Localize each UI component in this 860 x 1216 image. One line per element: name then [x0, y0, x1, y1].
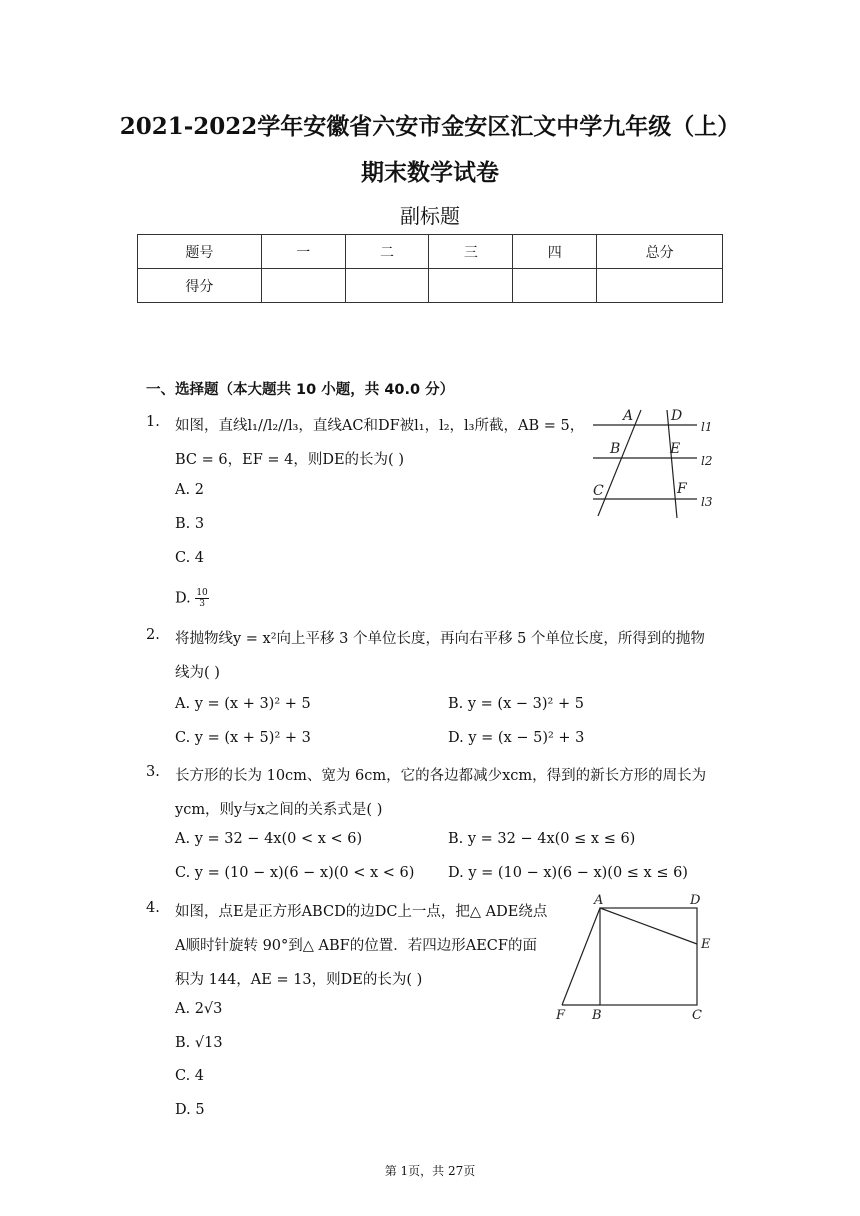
section-heading: 一、选择题（本大题共 10 小题，共 40.0 分） — [146, 382, 455, 398]
fig1-label: B — [610, 441, 621, 457]
q2-option-d: D. y = (x − 5)² + 3 — [448, 730, 585, 746]
page-footer: 第 1页，共 27页 — [384, 1164, 476, 1178]
fig4-label: E — [701, 937, 711, 952]
score-table — [137, 234, 723, 303]
score-cell — [261, 269, 345, 303]
q2-text-line1: 将抛物线y = x²向上平移 3 个单位长度，再向右平移 5 个单位长度，所得到的抛物 — [175, 631, 705, 647]
q3-option-c: C. y = (10 − x)(6 − x)(0 < x < 6) — [175, 865, 415, 881]
fig1-label: C — [593, 483, 604, 499]
score-table-header-row — [138, 235, 723, 269]
q4-option-c: C. 4 — [175, 1068, 205, 1084]
q1-text-line2: BC = 6，EF = 4，则DE的长为( ) — [175, 452, 404, 468]
fig1-line-label: l2 — [701, 454, 713, 468]
q4-square-rotation-figure — [550, 888, 725, 1023]
q1-option-d — [175, 588, 209, 609]
q3-option-d: D. y = (10 − x)(6 − x)(0 ≤ x ≤ 6) — [448, 865, 688, 881]
q3-text-line2: ycm，则y与x之间的关系式是( ) — [175, 802, 383, 818]
q3-text-line1: 长方形的长为 10cm、宽为 6cm，它的各边都减少xcm，得到的新长方形的周长为 — [175, 768, 707, 784]
q4-option-a: A. 2√3 — [175, 1001, 223, 1017]
q2-option-a: A. y = (x + 3)² + 5 — [175, 696, 311, 712]
q1-option-c: C. 4 — [175, 550, 205, 566]
fig1-line-label: l1 — [701, 420, 713, 434]
score-header-cell: 三 — [429, 235, 513, 269]
score-cell — [597, 269, 723, 303]
score-header-cell: 二 — [345, 235, 429, 269]
q1-option-d-fraction — [195, 588, 208, 609]
fig4-label: A — [594, 893, 604, 908]
fig1-line-label: l3 — [701, 495, 713, 509]
fraction-denominator: 3 — [199, 599, 205, 609]
score-row-label: 得分 — [138, 269, 262, 303]
q1-option-b: B. 3 — [175, 516, 205, 532]
q4-option-b: B. √13 — [175, 1035, 223, 1051]
fig1-label: D — [671, 408, 683, 424]
q4-option-d: D. 5 — [175, 1102, 205, 1118]
question-number: 4. — [146, 900, 160, 916]
fig1-label: E — [670, 441, 681, 457]
fig1-label: A — [623, 408, 634, 424]
fig4-label: B — [592, 1008, 602, 1023]
q1-option-d-label: D. — [175, 590, 191, 607]
score-header-cell: 总分 — [597, 235, 723, 269]
score-header-cell: 四 — [513, 235, 597, 269]
question-number: 2. — [146, 627, 160, 643]
fig1-label: F — [677, 481, 687, 497]
subtitle: 副标题 — [400, 204, 460, 228]
score-header-cell: 题号 — [138, 235, 262, 269]
q1-option-a: A. 2 — [175, 482, 204, 498]
question-number: 3. — [146, 764, 160, 780]
exam-title-line1: 2021-2022学年安徽省六安市金安区汇文中学九年级（上） — [119, 113, 741, 140]
score-table-score-row — [138, 269, 723, 303]
q1-parallel-lines-figure — [585, 405, 720, 520]
q4-text-line1: 如图，点E是正方形ABCD的边DC上一点，把△ ADE绕点 — [175, 904, 548, 920]
exam-title-line2: 期末数学试卷 — [361, 159, 499, 186]
score-cell — [345, 269, 429, 303]
q2-text-line2: 线为( ) — [175, 665, 220, 681]
q2-option-b: B. y = (x − 3)² + 5 — [448, 696, 584, 712]
fig4-label: F — [556, 1008, 566, 1023]
score-header-cell: 一 — [261, 235, 345, 269]
q2-option-c: C. y = (x + 5)² + 3 — [175, 730, 311, 746]
fig4-label: C — [692, 1008, 702, 1023]
q3-option-b: B. y = 32 − 4x(0 ≤ x ≤ 6) — [448, 831, 636, 847]
q3-option-a: A. y = 32 − 4x(0 < x < 6) — [175, 831, 363, 847]
q4-text-line3: 积为 144，AE = 13，则DE的长为( ) — [175, 972, 423, 988]
question-number: 1. — [146, 414, 160, 430]
fraction-numerator: 10 — [196, 588, 208, 598]
score-cell — [429, 269, 513, 303]
score-cell — [513, 269, 597, 303]
q4-text-line2: A顺时针旋转 90°到△ ABF的位置．若四边形AECF的面 — [175, 938, 537, 954]
fig4-label: D — [690, 893, 701, 908]
q1-text-line1: 如图，直线l₁//l₂//l₃，直线AC和DF被l₁，l₂，l₃所截，AB = 5， — [175, 418, 585, 434]
